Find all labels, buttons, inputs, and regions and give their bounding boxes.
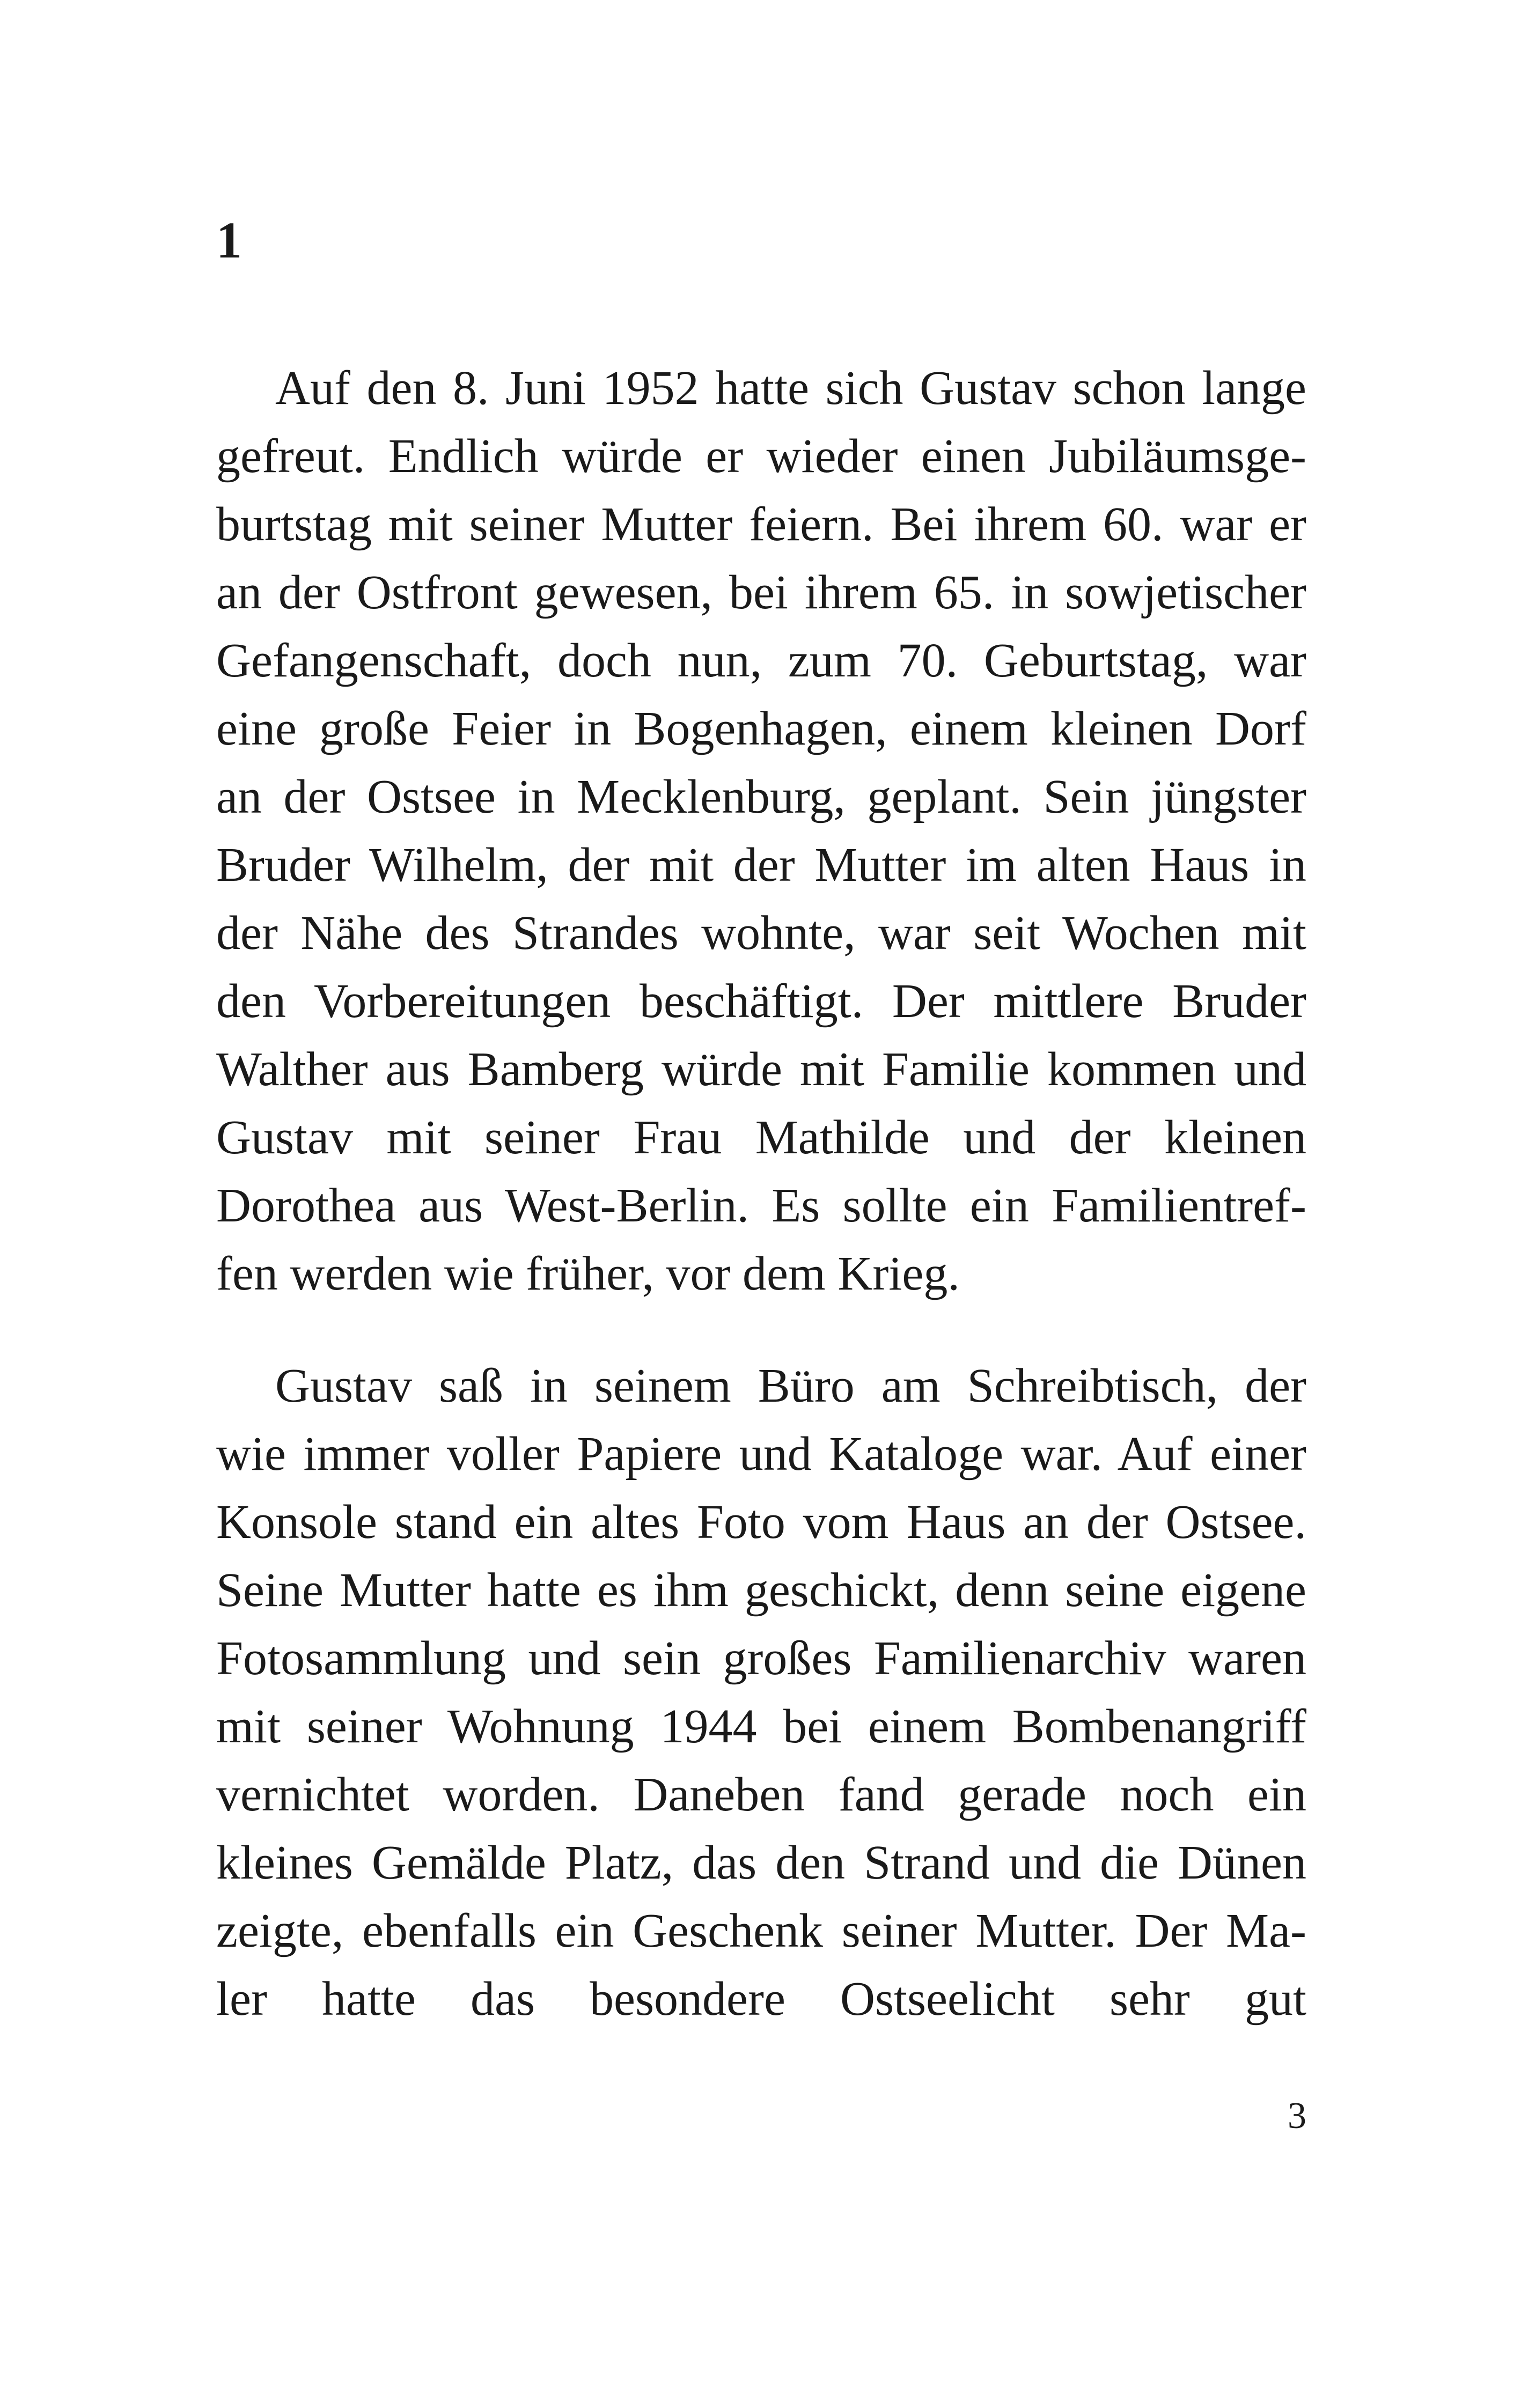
text-line: zeigte, ebenfalls ein Geschenk seiner Mutter. Der Ma-: [216, 1904, 1306, 1957]
text-line: Gustav saß in seinem Büro am Schreibtisch, der: [275, 1359, 1306, 1412]
text-line: Bruder Wilhelm, der mit der Mutter im alten Haus in: [216, 838, 1306, 892]
text-line: Walther aus Bamberg würde mit Familie kommen und: [216, 1043, 1306, 1096]
text-line: Dorothea aus West-Berlin. Es sollte ein Familientref-: [216, 1179, 1306, 1232]
text-line: an der Ostfront gewesen, bei ihrem 65. in sowjetischer: [216, 566, 1306, 619]
text-line: eine große Feier in Bogenhagen, einem kleinen Dorf: [216, 702, 1306, 755]
page-number: 3: [1288, 2095, 1306, 2137]
text-line: wie immer voller Papiere und Kataloge war. Auf einer: [216, 1427, 1306, 1481]
text-line: burtstag mit seiner Mutter feiern. Bei ihrem 60. war er: [216, 498, 1306, 551]
text-line: der Nähe des Strandes wohnte, war seit Wochen mit: [216, 907, 1306, 960]
text-line: fen werden wie früher, vor dem Krieg.: [216, 1247, 960, 1300]
text-line: an der Ostsee in Mecklenburg, geplant. Sein jüngster: [216, 770, 1306, 823]
text-line: Seine Mutter hatte es ihm geschickt, denn seine eigene: [216, 1564, 1306, 1617]
text-line: gefreut. Endlich würde er wieder einen Jubiläumsge-: [216, 430, 1306, 483]
paragraph-1: [216, 354, 1306, 1308]
text-line: kleines Gemälde Platz, das den Strand und die Dünen: [216, 1836, 1306, 1889]
text-line: mit seiner Wohnung 1944 bei einem Bombenangriff: [216, 1700, 1306, 1753]
text-line: Konsole stand ein altes Foto vom Haus an der Ostsee.: [216, 1496, 1306, 1549]
text-line: ler hatte das besondere Ostseelicht sehr gut: [216, 1972, 1306, 2026]
text-line: vernichtet worden. Daneben fand gerade noch ein: [216, 1768, 1306, 1821]
chapter-number: 1: [216, 211, 242, 269]
text-line: Fotosammlung und sein großes Familienarchiv waren: [216, 1632, 1306, 1685]
paragraph-2: [216, 1352, 1306, 2033]
text-line: Gefangenschaft, doch nun, zum 70. Geburtstag, war: [216, 634, 1306, 687]
text-line: den Vorbereitungen beschäftigt. Der mittlere Bruder: [216, 975, 1306, 1028]
text-line: Auf den 8. Juni 1952 hatte sich Gustav schon lange: [275, 362, 1306, 415]
text-line: Gustav mit seiner Frau Mathilde und der kleinen: [216, 1111, 1306, 1164]
